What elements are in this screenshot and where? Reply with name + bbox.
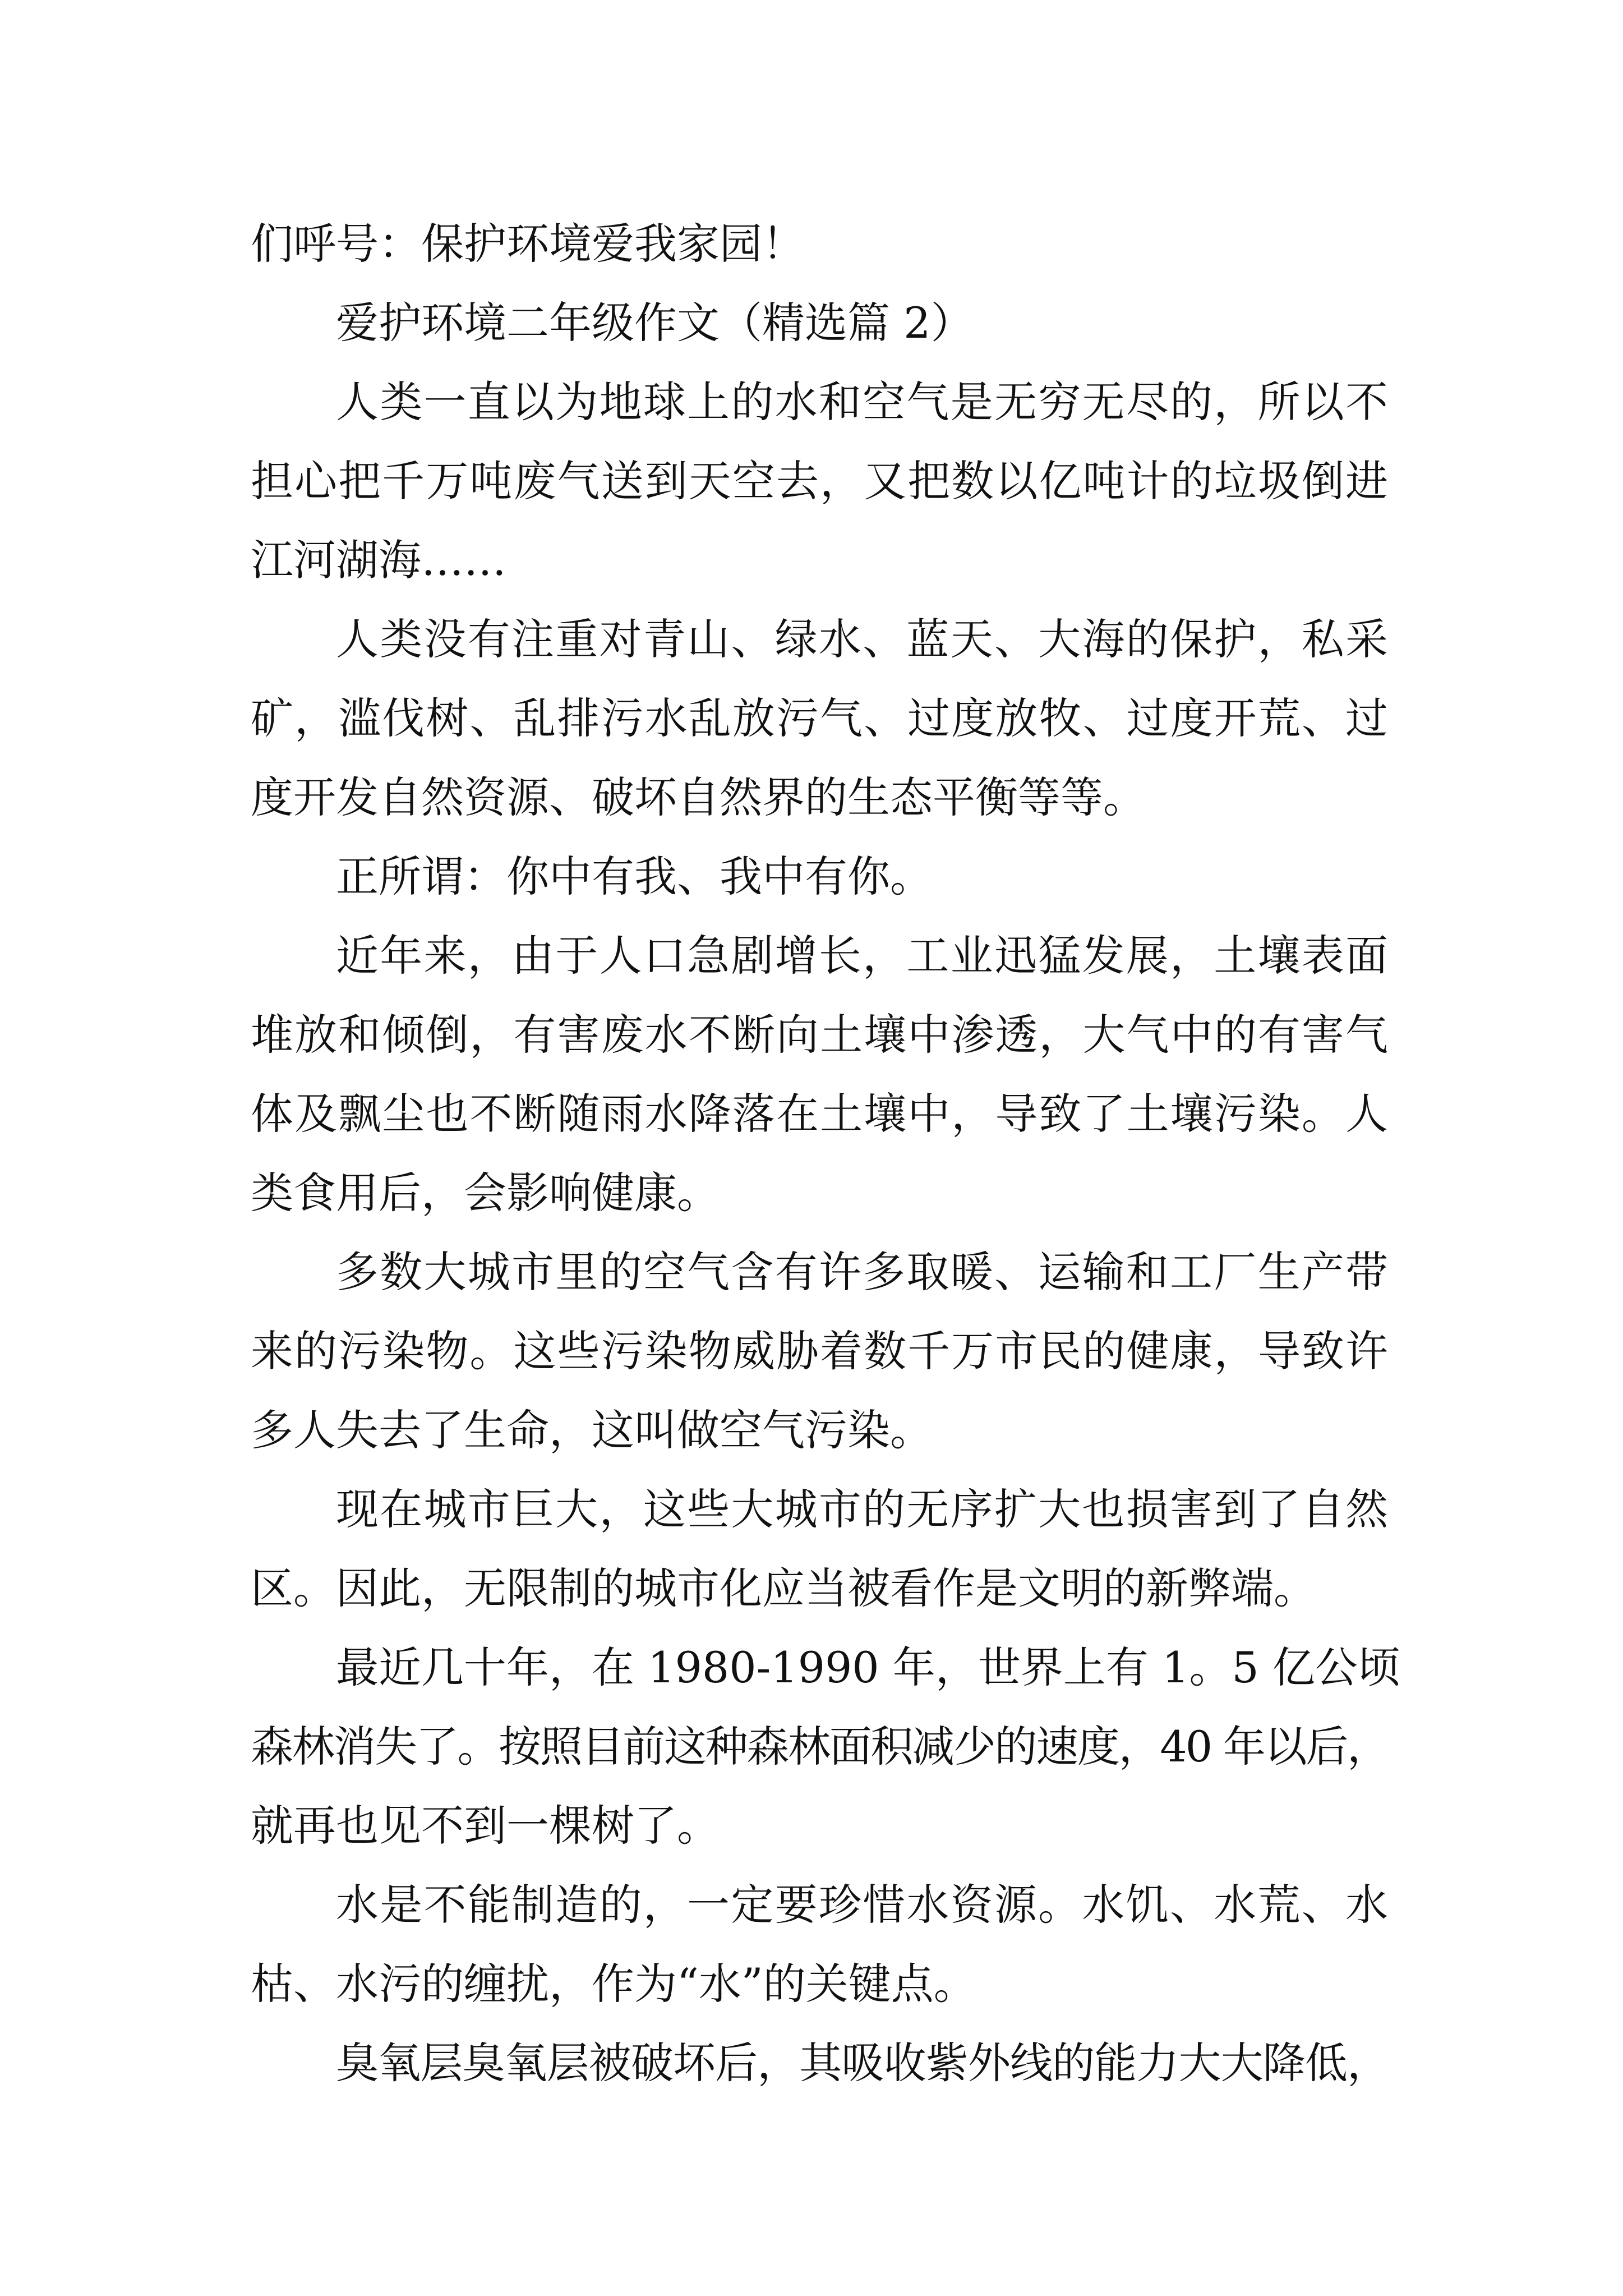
text-line: 多数大城市里的空气含有许多取暖、运输和工厂生产带 [336, 1247, 1388, 1297]
text-line: 担心把千万吨废气送到天空去，又把数以亿吨计的垃圾倒进 [251, 456, 1388, 506]
text-line: 来的污染物。这些污染物威胁着数千万市民的健康，导致许 [251, 1326, 1388, 1376]
paragraph [251, 204, 1388, 283]
text-line: 们呼号：保护环境爱我家园！ [251, 219, 805, 269]
paragraph [251, 1865, 1388, 2023]
section-title [251, 283, 1388, 362]
text-line: 近年来，由于人口急剧增长，工业迅猛发展，土壤表面 [336, 931, 1388, 981]
paragraph [251, 600, 1388, 837]
text-line: 度开发自然资源、破坏自然界的生态平衡等等。 [251, 772, 1146, 822]
paragraph [251, 916, 1388, 1232]
text-line: 臭氧层臭氧层被破坏后，其吸收紫外线的能力大大降低， [336, 2038, 1388, 2088]
text-line: 正所谓：你中有我、我中有你。 [336, 852, 933, 901]
text-line: 人类一直以为地球上的水和空气是无穷无尽的，所以不 [336, 377, 1388, 427]
paragraph [251, 362, 1388, 600]
text-line: 类食用后，会影响健康。 [251, 1168, 720, 1218]
paragraph [251, 837, 1388, 916]
text-line: 多人失去了生命，这叫做空气污染。 [251, 1405, 933, 1455]
paragraph [251, 2023, 1388, 2102]
paragraph [251, 1628, 1400, 1865]
text-line: 堆放和倾倒，有害废水不断向土壤中渗透，大气中的有害气 [251, 1010, 1388, 1060]
document-page [251, 204, 1400, 2102]
paragraph [251, 1470, 1388, 1628]
text-line: 现在城市巨大，这些大城市的无序扩大也损害到了自然 [336, 1484, 1388, 1534]
text-line: 爱护环境二年级作文（精选篇 2） [336, 298, 974, 348]
text-line: 森林消失了。按照目前这种森林面积减少的速度，40 年以后， [251, 1722, 1388, 1772]
text-line: 就再也见不到一棵树了。 [251, 1801, 720, 1851]
text-line: 区。因此，无限制的城市化应当被看作是文明的新弊端。 [251, 1563, 1316, 1613]
text-line: 矿，滥伐树、乱排污水乱放污气、过度放牧、过度开荒、过 [251, 693, 1388, 743]
text-line: 体及飘尘也不断随雨水降落在土壤中，导致了土壤污染。人 [251, 1089, 1388, 1139]
text-line: 最近几十年，在 1980-1990 年，世界上有 1。5 亿公顷 [336, 1642, 1400, 1692]
text-line: 江河湖海…… [251, 535, 506, 585]
text-line: 人类没有注重对青山、绿水、蓝天、大海的保护，私采 [336, 614, 1388, 664]
paragraph [251, 1232, 1388, 1470]
text-line: 水是不能制造的，一定要珍惜水资源。水饥、水荒、水 [336, 1880, 1388, 1930]
text-line: 枯、水污的缠扰，作为“水”的关键点。 [251, 1959, 976, 2009]
